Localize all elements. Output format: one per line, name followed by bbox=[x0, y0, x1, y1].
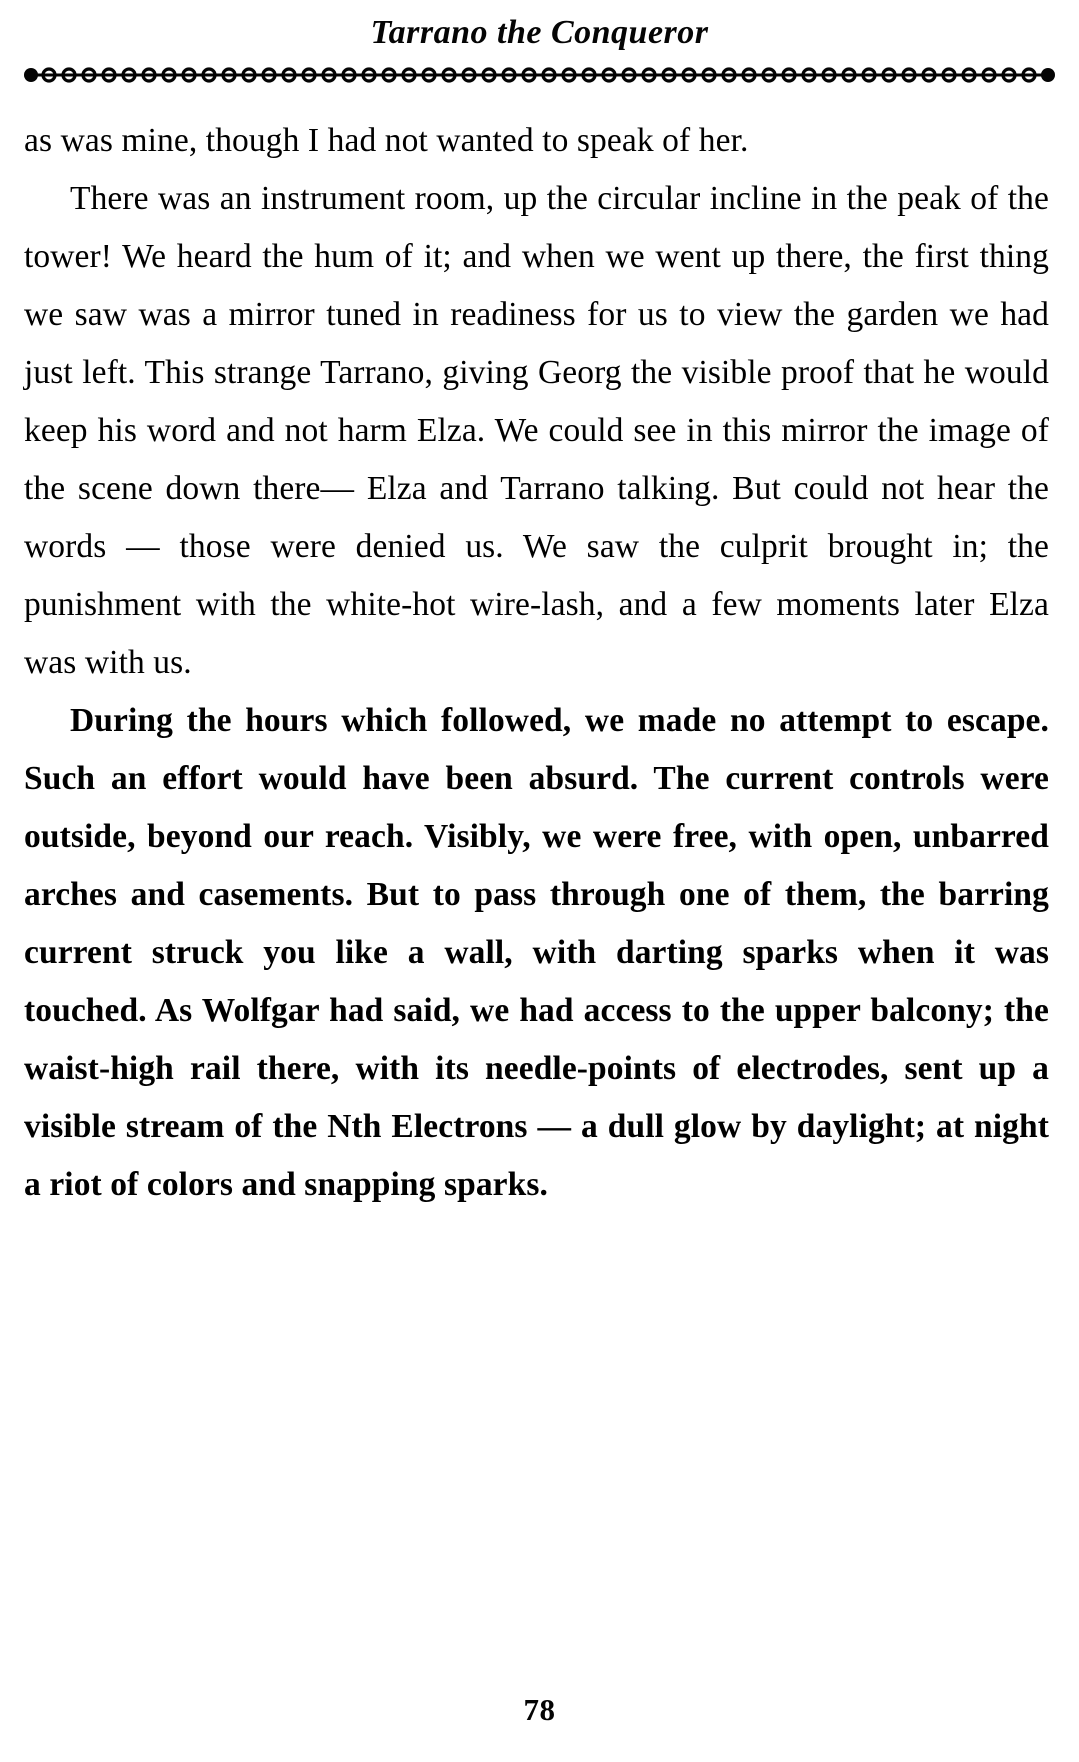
paragraph: There was an instrument room, up the circular incline in the peak of the tower! We heard the hum of it; and when we went up there, the first thing we saw was a mirror tuned in readiness for us to view the garden we had just left. This strange Tarrano, giving Georg the visible proof that he would keep his word and not harm Elza. We could see in this mirror the image of the scene down there— Elza and Tarrano talking. But could not hear the words — those were denied us. We saw the culprit brought in; the punishment with the white-hot wire-lash, and a few moments later Elza was with us. bbox=[24, 180, 1049, 681]
page-number: 78 bbox=[523, 1692, 556, 1727]
paragraph: During the hours which followed, we made no attempt to escape. Such an effort would have been absurd. The current controls were outside, beyond our reach. Visibly, we were free, with open, unbarred arches and casements. But to pass through one of them, the barring current struck you like a wall, with darting sparks when it was touched. As Wolfgar had said, we had access to the upper balcony; the waist-high rail there, with its needle-points of electrodes, sent up a visible stream of the Nth Electrons — a dull glow by daylight; at night a riot of colors and snapping sparks. bbox=[24, 702, 1049, 1203]
beaded-rule-ornament bbox=[0, 64, 1079, 86]
page-body bbox=[0, 112, 1079, 1214]
paragraph: as was mine, though I had not wanted to speak of her. bbox=[24, 122, 749, 159]
page-title: Tarrano the Conqueror bbox=[370, 14, 709, 51]
